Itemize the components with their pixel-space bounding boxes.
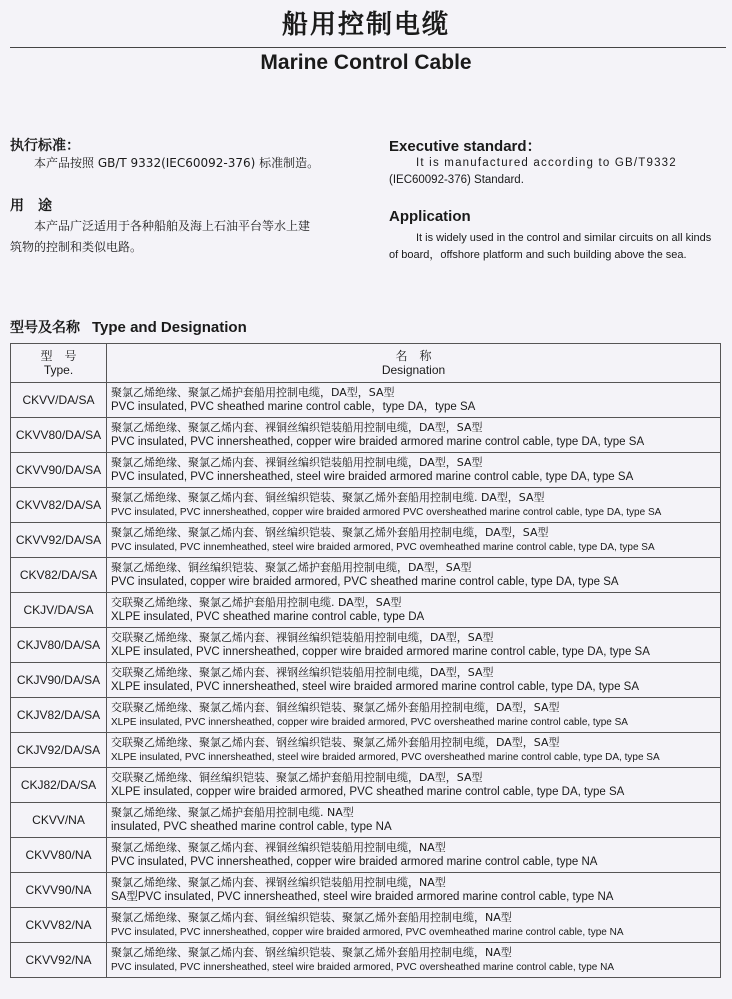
- designation-cn: 聚氯乙烯绝缘、铜丝编织铠装、聚氯乙烯护套船用控制电缆，DA型，SA型: [111, 560, 472, 574]
- designation-cn: 交联聚乙烯绝缘、聚氯乙烯护套船用控制电缆. DA型，SA型: [111, 595, 402, 609]
- table-row: [11, 523, 721, 558]
- type-column-header: [11, 344, 107, 383]
- designation-cn: 交联聚乙烯绝缘、铜丝编织铠装、聚氯乙烯护套船用控制电缆，DA型，SA型: [111, 770, 483, 784]
- type-cell: CKVV82/NA: [11, 908, 107, 943]
- designation-cell: [107, 733, 721, 768]
- designation-cn: 聚氯乙烯绝缘、聚氯乙烯内套、铜丝编织铠装、聚氯乙烯外套船用控制电缆，NA型: [111, 910, 512, 924]
- designation-cell: [107, 663, 721, 698]
- designation-cell: [107, 523, 721, 558]
- designation-cn: 聚氯乙烯绝缘、聚氯乙烯内套、钢丝编织铠装、聚氯乙烯外套船用控制电缆，NA型: [111, 945, 512, 959]
- table-body: [11, 383, 721, 978]
- table-row: [11, 768, 721, 803]
- designation-en: PVC insulated, PVC innersheathed, steel wire braided armored marine control cable, type DA, type SA: [111, 470, 634, 483]
- designation-en: PVC insulated, copper wire braided armored, PVC sheathed marine control cable, type DA, type SA: [111, 575, 619, 588]
- page-title-en: Marine Control Cable: [260, 51, 472, 74]
- designation-cn: 聚氯乙烯绝缘、聚氯乙烯护套船用控制电缆，DA型，SA型: [111, 385, 395, 399]
- type-cell: CKVV/NA: [11, 803, 107, 838]
- section-title-cn: 型号及名称: [10, 320, 80, 336]
- table-row: [11, 593, 721, 628]
- application-line2-en: of board，offshore platform and such building above the sea.: [389, 249, 687, 261]
- table-row: [11, 908, 721, 943]
- type-cell: CKV82/DA/SA: [11, 558, 107, 593]
- type-designation-table: [10, 343, 721, 978]
- page-title-cn: 船用控制电缆: [281, 10, 450, 40]
- table-row: [11, 838, 721, 873]
- type-cell: CKVV80/DA/SA: [11, 418, 107, 453]
- designation-cell: [107, 628, 721, 663]
- table-row: [11, 558, 721, 593]
- application-line1-cn: 本产品广泛适用于各种船舶及海上石油平台等水上建: [34, 219, 311, 233]
- designation-en: PVC insulated, PVC innersheathed, copper wire braided armored marine control cable, type NA: [111, 855, 598, 868]
- type-cell: CKVV/DA/SA: [11, 383, 107, 418]
- type-cell: CKJV82/DA/SA: [11, 698, 107, 733]
- type-header-en: Type.: [43, 363, 74, 377]
- application-heading-en: Application: [389, 208, 471, 225]
- standard-heading-en: Executive standard：: [389, 138, 542, 155]
- standard-heading-cn: 执行标准：: [10, 138, 80, 154]
- type-cell: CKJV80/DA/SA: [11, 628, 107, 663]
- table-row: [11, 663, 721, 698]
- designation-en: XLPE insulated, copper wire braided armored, PVC sheathed marine control cable, type DA, type SA: [111, 785, 625, 798]
- designation-cell: [107, 803, 721, 838]
- designation-en: PVC insulated, PVC innersheathed, steel wire braided armored, PVC oversheathed marine control cable, type NA: [111, 961, 615, 973]
- type-cell: CKJV/DA/SA: [11, 593, 107, 628]
- designation-en: PVC insulated, PVC innemheathed, steel wire braided armored, PVC ovemheathed marine control cable, type DA, type SA: [111, 541, 655, 553]
- type-cell: CKVV92/DA/SA: [11, 523, 107, 558]
- designation-cell: [107, 558, 721, 593]
- designation-en: XLPE insulated, PVC sheathed marine control cable, type DA: [111, 610, 425, 623]
- designation-cn: 交联聚乙烯绝缘、聚氯乙烯内套、铜丝编织铠装、聚氯乙烯外套船用控制电缆，DA型，SA型: [111, 700, 560, 714]
- designation-cn: 聚氯乙烯绝缘、聚氯乙烯内套、裸钢丝编织铠装船用控制电缆，NA型: [111, 875, 446, 889]
- designation-cn: 交联聚乙烯绝缘、聚氯乙烯内套、裸铜丝编织铠装船用控制电缆，DA型，SA型: [111, 630, 494, 644]
- section-title: [10, 317, 247, 337]
- designation-cell: [107, 943, 721, 978]
- designation-cn: 交联聚乙烯绝缘、聚氯乙烯内套、裸钢丝编织铠装船用控制电缆，DA型，SA型: [111, 665, 494, 679]
- table-row: [11, 418, 721, 453]
- designation-cn: 聚氯乙烯绝缘、聚氯乙烯内套、裸铜丝编织铠装船用控制电缆，DA型，SA型: [111, 455, 483, 469]
- type-cell: CKVV82/DA/SA: [11, 488, 107, 523]
- title-divider: [10, 47, 726, 48]
- type-cell: CKJ82/DA/SA: [11, 768, 107, 803]
- table-header-row: [11, 344, 721, 383]
- table-row: [11, 943, 721, 978]
- table-row: [11, 698, 721, 733]
- designation-header-cn: 名 称: [395, 349, 432, 363]
- type-cell: CKJV92/DA/SA: [11, 733, 107, 768]
- designation-en: PVC insulated, PVC innersheathed, copper wire braided armored, PVC ovemheathed marine control cable, type NA: [111, 926, 624, 938]
- designation-cn: 聚氯乙烯绝缘、聚氯乙烯内套、钢丝编织铠装、聚氯乙烯外套船用控制电缆，DA型，SA型: [111, 525, 549, 539]
- table-row: [11, 803, 721, 838]
- designation-en: PVC insulated, PVC sheathed marine control cable，type DA，type SA: [111, 400, 476, 413]
- designation-cell: [107, 488, 721, 523]
- type-header-cn: 型 号: [40, 349, 77, 363]
- designation-en: XLPE insulated, PVC innersheathed, steel wire braided armored, PVC oversheathed marine control cable, type DA, type SA: [111, 751, 660, 763]
- designation-en: PVC insulated, PVC innersheathed, copper wire braided armored PVC oversheathed marine control cable, type DA, type SA: [111, 506, 662, 518]
- application-line2-cn: 筑物的控制和类似电路。: [10, 240, 143, 254]
- designation-cell: [107, 908, 721, 943]
- designation-cell: [107, 768, 721, 803]
- designation-en: PVC insulated, PVC innersheathed, copper wire braided armored marine control cable, type DA, type SA: [111, 435, 645, 448]
- standard-text-cn: 本产品按照 GB/T 9332(IEC60092-376) 标准制造。: [34, 156, 320, 170]
- designation-en: SA型PVC insulated, PVC innersheathed, steel wire braided armored marine control cable, type NA: [111, 890, 614, 903]
- designation-en: XLPE insulated, PVC innersheathed, copper wire braided armored marine control cable, type DA, type SA: [111, 645, 650, 658]
- designation-cn: 聚氯乙烯绝缘、聚氯乙烯内套、裸铜丝编织铠装船用控制电缆，DA型，SA型: [111, 420, 483, 434]
- designation-cell: [107, 698, 721, 733]
- designation-en: insulated, PVC sheathed marine control cable, type NA: [111, 820, 392, 833]
- application-heading-cn: 用 途: [10, 198, 52, 214]
- designation-cn: 聚氯乙烯绝缘、聚氯乙烯内套、裸铜丝编织铠装船用控制电缆，NA型: [111, 840, 446, 854]
- designation-cn: 聚氯乙烯绝缘、聚氯乙烯护套船用控制电缆. NA型: [111, 805, 354, 819]
- table-row: [11, 733, 721, 768]
- table-row: [11, 488, 721, 523]
- designation-cell: [107, 873, 721, 908]
- type-cell: CKJV90/DA/SA: [11, 663, 107, 698]
- section-title-en: Type and Designation: [92, 319, 247, 336]
- table-row: [11, 383, 721, 418]
- designation-cell: [107, 383, 721, 418]
- application-line1-en: It is widely used in the control and similar circuits on all kinds: [416, 232, 712, 244]
- standard-line1-en: It is manufactured according to GB/T9332: [416, 157, 677, 169]
- designation-cn: 交联聚乙烯绝缘、聚氯乙烯内套、钢丝编织铠装、聚氯乙烯外套船用控制电缆，DA型，SA型: [111, 735, 560, 749]
- designation-cell: [107, 418, 721, 453]
- table-row: [11, 628, 721, 663]
- table-row: [11, 873, 721, 908]
- designation-cell: [107, 593, 721, 628]
- designation-en: XLPE insulated, PVC innersheathed, steel wire braided armored marine control cable, type DA, type SA: [111, 680, 640, 693]
- designation-cell: [107, 453, 721, 488]
- designation-column-header: [107, 344, 721, 383]
- designation-header-en: Designation: [381, 363, 446, 377]
- designation-cn: 聚氯乙烯绝缘、聚氯乙烯内套、铜丝编织铠装、聚氯乙烯外套船用控制电缆. DA型，SA型: [111, 490, 545, 504]
- type-cell: CKVV90/NA: [11, 873, 107, 908]
- type-cell: CKVV80/NA: [11, 838, 107, 873]
- type-cell: CKVV92/NA: [11, 943, 107, 978]
- type-cell: CKVV90/DA/SA: [11, 453, 107, 488]
- designation-en: XLPE insulated, PVC innersheathed, copper wire braided armored, PVC oversheathed marine control cable, type SA: [111, 716, 628, 728]
- standard-line2-en: (IEC60092-376) Standard.: [389, 174, 524, 186]
- table-row: [11, 453, 721, 488]
- designation-cell: [107, 838, 721, 873]
